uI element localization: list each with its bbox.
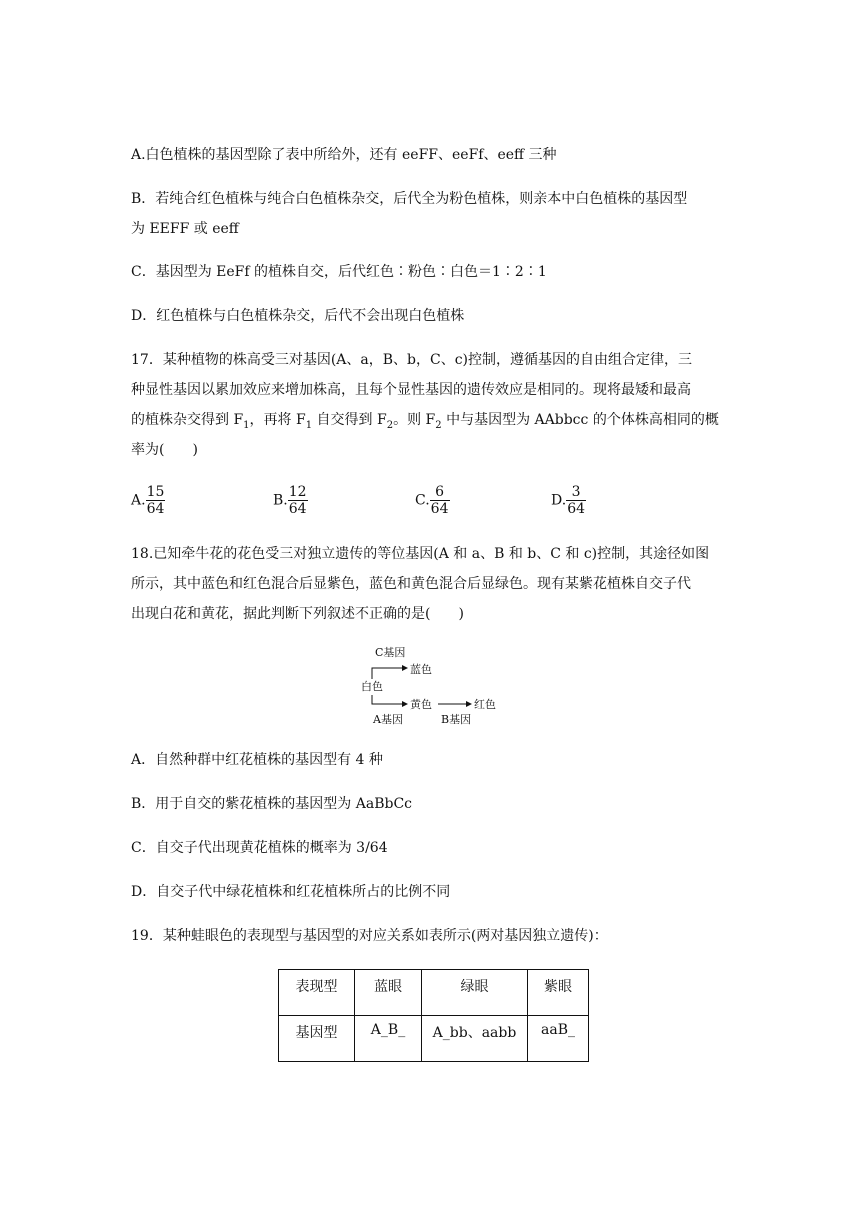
- table-cell: 表现型: [279, 970, 355, 1016]
- table-row: [279, 1016, 589, 1062]
- q17-option-a: A. $\frac{15}{64}$: [131, 484, 165, 517]
- table-cell: 绿眼: [422, 970, 528, 1016]
- table-row: [279, 970, 589, 1016]
- q16-option-a: A.白色植株的基因型除了表中所给外，还有 eeFF、eeFf、eeff 三种: [131, 147, 557, 163]
- q17-stem-line2: 种显性基因以累加效应来增加株高，且每个显性基因的遗传效应是相同的。现将最矮和最高: [131, 382, 691, 398]
- blue-node: 蓝色: [410, 663, 432, 676]
- white-to-blue-arrow: [372, 668, 407, 679]
- b-gene-label: B基因: [441, 713, 472, 726]
- q17-option-c: C. $\frac{6}{64}$: [415, 484, 449, 517]
- q17-stem-line4: 率为( ): [131, 442, 198, 458]
- white-node: 白色: [361, 680, 383, 693]
- q18-stem-line1: 18.已知牵牛花的花色受三对独立遗传的等位基因(A 和 a、B 和 b、C 和 c)控制，其途径如图: [131, 546, 710, 562]
- white-to-yellow-arrow: [372, 695, 407, 704]
- c-gene-label: C基因: [375, 646, 406, 659]
- q18-option-a: A．自然种群中红花植株的基因型有 4 种: [131, 752, 383, 768]
- flower-color-pathway-diagram: [355, 643, 515, 733]
- q18-option-d: D．自交子代中绿花植株和红花植株所占的比例不同: [131, 884, 451, 900]
- q19-stem: 19．某种蛙眼色的表现型与基因型的对应关系如表所示(两对基因独立遗传)：: [131, 928, 608, 944]
- table-cell: aaB_: [528, 1016, 589, 1062]
- table-cell: 基因型: [279, 1016, 355, 1062]
- q17-option-d: D. $\frac{3}{64}$: [551, 484, 586, 517]
- genotype-table: [278, 969, 589, 1062]
- table-cell: 紫眼: [528, 970, 589, 1016]
- q17-stem-line1: 17．某种植物的株高受三对基因(A、a，B、b，C、c)控制，遵循基因的自由组合定律，三: [131, 352, 692, 368]
- q17-stem-line3: 的植株杂交得到 $F_1$，再将 $F_1$ 自交得到 $F_2$。则 $F_2$ 中与基因型为 AAbbcc 的个体株高相同的概: [131, 412, 719, 431]
- red-node: 红色: [474, 698, 496, 711]
- q18-stem-line3: 出现白花和黄花，据此判断下列叙述不正确的是( ): [131, 606, 464, 622]
- q16-option-c: C．基因型为 EeFf 的植株自交，后代红色∶粉色∶白色＝1∶2∶1: [131, 264, 547, 280]
- table-cell: A_bb、aabb: [422, 1016, 528, 1062]
- table-cell: A_B_: [355, 1016, 422, 1062]
- yellow-node: 黄色: [410, 698, 432, 711]
- q16-option-b-line1: B．若纯合红色植株与纯合白色植株杂交，后代全为粉色植株，则亲本中白色植株的基因型: [131, 191, 688, 207]
- table-cell: 蓝眼: [355, 970, 422, 1016]
- q17-option-b: B. $\frac{12}{64}$: [273, 484, 307, 517]
- q18-stem-line2: 所示，其中蓝色和红色混合后显紫色，蓝色和黄色混合后显绿色。现有某紫花植株自交子代: [131, 576, 691, 592]
- q16-option-d: D．红色植株与白色植株杂交，后代不会出现白色植株: [131, 308, 465, 324]
- q16-option-b-line2: 为 EEFF 或 eeff: [131, 221, 239, 237]
- q18-option-c: C．自交子代出现黄花植株的概率为 3/64: [131, 840, 388, 856]
- a-gene-label: A基因: [373, 713, 403, 726]
- q18-option-b: B．用于自交的紫花植株的基因型为 AaBbCc: [131, 796, 412, 812]
